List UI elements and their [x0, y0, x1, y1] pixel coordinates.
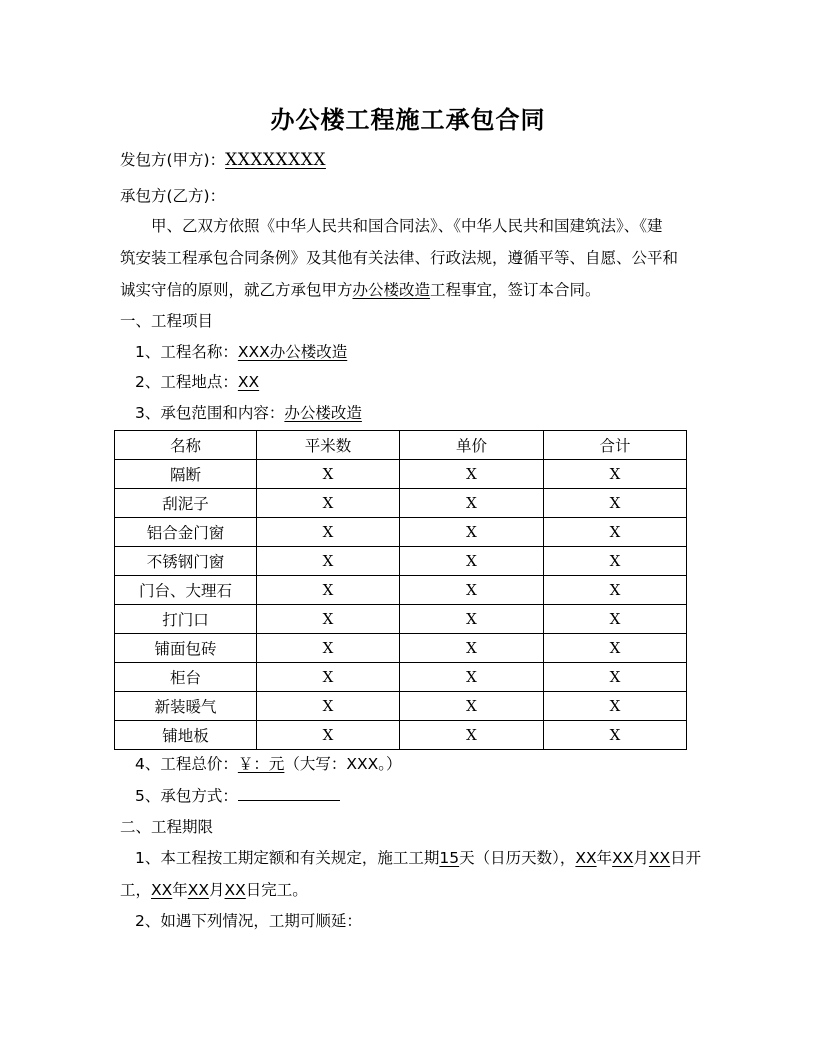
table-cell-total: X: [544, 634, 687, 663]
table-cell-unit-price: X: [400, 634, 544, 663]
table-cell-area: X: [257, 576, 400, 605]
total-price-label: 4、工程总价：: [135, 755, 238, 773]
table-cell-total: X: [544, 547, 687, 576]
table-row: [115, 721, 687, 750]
table-header-row: [115, 431, 687, 460]
start-year: XX: [575, 849, 597, 867]
table-cell-name: 刮泥子: [115, 489, 257, 518]
total-price-uppercase: （大写：XXX。）: [284, 755, 402, 773]
project-name-line: [135, 342, 347, 362]
table-cell-total: X: [544, 489, 687, 518]
table-cell-name: 铺面包砖: [115, 634, 257, 663]
start-day: XX: [648, 849, 671, 867]
table-cell-area: X: [257, 489, 400, 518]
table-cell-total: X: [544, 605, 687, 634]
duration-text: 日开: [670, 849, 702, 867]
table-cell-name: 打门口: [115, 605, 257, 634]
contract-method-label: 5、承包方式：: [135, 787, 238, 805]
section-1-heading: 一、工程项目: [120, 312, 214, 330]
table-cell-name: 不锈钢门窗: [115, 547, 257, 576]
table-row: [115, 460, 687, 489]
document-title: 办公楼工程施工承包合同: [270, 105, 546, 134]
table-cell-name: 隔断: [115, 460, 257, 489]
table-cell-unit-price: X: [400, 576, 544, 605]
end-month: XX: [187, 881, 210, 899]
table-cell-unit-price: X: [400, 489, 544, 518]
table-cell-total: X: [544, 460, 687, 489]
table-row: [115, 605, 687, 634]
section-2-heading: 二、工程期限: [120, 818, 214, 836]
table-cell-unit-price: X: [400, 547, 544, 576]
party-b-label: 承包方(乙方)：: [120, 187, 226, 205]
party-a-value: XXXXXXXX: [225, 150, 326, 170]
table-cell-unit-price: X: [400, 460, 544, 489]
table-header-cell: 名称: [115, 431, 257, 460]
table-cell-area: X: [257, 663, 400, 692]
table-cell-name: 门台、大理石: [115, 576, 257, 605]
total-price-value: ￥：元: [237, 755, 285, 773]
work-items-table: [114, 430, 687, 750]
table-cell-area: X: [257, 634, 400, 663]
duration-text: 工，: [120, 881, 152, 899]
table-cell-area: X: [257, 518, 400, 547]
table-cell-unit-price: X: [400, 692, 544, 721]
duration-text: 1、本工程按工期定额和有关规定，施工工期: [135, 849, 440, 867]
table-cell-total: X: [544, 518, 687, 547]
duration-text: 年: [172, 881, 188, 899]
duration-text: 天（日历天数），: [459, 849, 576, 867]
total-price-line: [135, 754, 402, 774]
intro-project-name: 办公楼改造: [352, 281, 431, 299]
table-cell-name: 新装暖气: [115, 692, 257, 721]
duration-text: 月: [209, 881, 225, 899]
table-header-cell: 平米数: [257, 431, 400, 460]
project-scope-line: [135, 403, 362, 423]
project-name-label: 1、工程名称：: [135, 343, 238, 361]
table-cell-name: 铺地板: [115, 721, 257, 750]
table-cell-unit-price: X: [400, 605, 544, 634]
table-header-cell: 合计: [544, 431, 687, 460]
project-name-value: XXX办公楼改造: [237, 343, 348, 361]
table-row: [115, 576, 687, 605]
table-row: [115, 634, 687, 663]
intro-line-3: [120, 280, 601, 300]
table-row: [115, 692, 687, 721]
start-month: XX: [612, 849, 634, 867]
intro-line-1: 甲、乙双方依照《中华人民共和国合同法》、《中华人民共和国建筑法》、《建: [151, 217, 663, 235]
duration-line-1: [135, 848, 701, 868]
end-year: XX: [151, 881, 173, 899]
duration-text: 日完工。: [245, 881, 308, 899]
project-scope-value: 办公楼改造: [284, 404, 362, 422]
duration-days: 15: [439, 849, 460, 867]
table-cell-unit-price: X: [400, 721, 544, 750]
table-cell-area: X: [257, 692, 400, 721]
table-cell-total: X: [544, 663, 687, 692]
table-cell-unit-price: X: [400, 518, 544, 547]
project-location-label: 2、工程地点：: [135, 373, 238, 391]
table-cell-total: X: [544, 692, 687, 721]
extension-line: 2、如遇下列情况，工期可顺延：: [135, 912, 362, 930]
project-scope-label: 3、承包范围和内容：: [135, 404, 285, 422]
table-cell-area: X: [257, 605, 400, 634]
table-cell-area: X: [257, 721, 400, 750]
duration-text: 年: [596, 849, 613, 867]
contract-method-blank: [238, 786, 340, 801]
duration-line-2: [120, 880, 308, 900]
table-row: [115, 663, 687, 692]
table-row: [115, 489, 687, 518]
table-row: [115, 518, 687, 547]
table-cell-total: X: [544, 721, 687, 750]
contract-method-line: [135, 786, 340, 806]
intro-line-3-pre: 诚实守信的原则，就乙方承包甲方: [120, 281, 353, 299]
party-a-line: [120, 150, 326, 170]
table-header-cell: 单价: [400, 431, 544, 460]
duration-text: 月: [633, 849, 649, 867]
project-location-value: XX: [237, 373, 260, 391]
table-cell-name: 铝合金门窗: [115, 518, 257, 547]
party-a-label: 发包方(甲方)：: [120, 151, 226, 169]
table-cell-name: 柜台: [115, 663, 257, 692]
intro-line-3-post: 工程事宜，签订本合同。: [430, 281, 601, 299]
party-b-line: [120, 186, 225, 206]
table-cell-total: X: [544, 576, 687, 605]
table-cell-area: X: [257, 547, 400, 576]
table-row: [115, 547, 687, 576]
table-cell-unit-price: X: [400, 663, 544, 692]
intro-line-2: 筑安装工程承包合同条例》及其他有关法律、行政法规，遵循平等、自愿、公平和: [120, 249, 679, 267]
table-cell-area: X: [257, 460, 400, 489]
end-day: XX: [224, 881, 246, 899]
project-location-line: [135, 372, 259, 392]
